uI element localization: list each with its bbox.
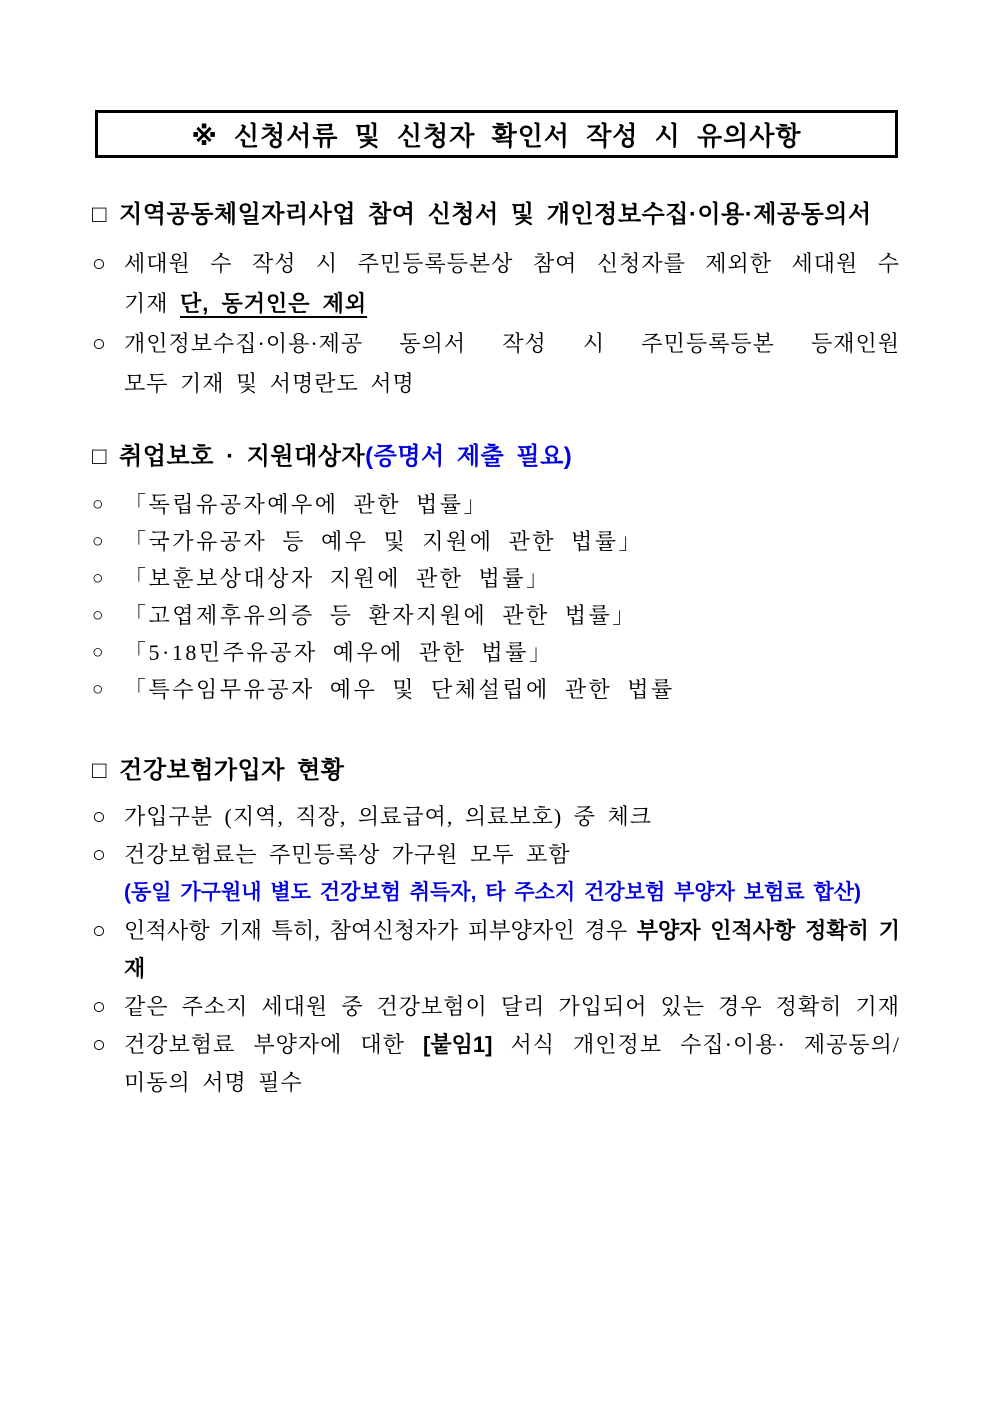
law-item-text: 「보훈보상대상자 지원에 관한 법률」 bbox=[124, 566, 551, 591]
page-title: ※ 신청서류 및 신청자 확인서 작성 시 유의사항 bbox=[191, 120, 802, 151]
item-text-line bbox=[124, 284, 900, 324]
item-text-block bbox=[124, 912, 900, 988]
item-text: 서식 개인정보 수집·이용· 제공동의/ bbox=[492, 1032, 900, 1057]
item-text-block bbox=[124, 244, 900, 324]
item-text: 기재 bbox=[124, 291, 181, 316]
circle-bullet-icon: ○ bbox=[92, 494, 104, 515]
law-item-text: 「5·18민주유공자 예우에 관한 법률」 bbox=[124, 640, 554, 665]
circle-bullet-icon: ○ bbox=[92, 251, 106, 276]
list-item bbox=[92, 671, 900, 708]
law-item-text: 「고엽제후유의증 등 환자지원에 관한 법률」 bbox=[124, 603, 637, 628]
emphasized-underlined-text: 단, 동거인은 제외 bbox=[180, 291, 368, 316]
circle-bullet-icon: ○ bbox=[92, 605, 104, 626]
section-health-insurance bbox=[92, 754, 900, 1102]
circle-bullet-icon: ○ bbox=[92, 331, 106, 356]
section-2-header bbox=[92, 440, 900, 474]
law-item-text: 「국가유공자 등 예우 및 지원에 관한 법률」 bbox=[124, 529, 644, 554]
law-item-text: 「특수임무유공자 예우 및 단체설립에 관한 법률 bbox=[124, 677, 675, 702]
item-text: 건강보험료 부양자에 대한 bbox=[124, 1032, 423, 1057]
item-text-line: 모두 기재 및 서명란도 서명 bbox=[124, 371, 415, 396]
section-2-header-text: □ 취업보호 · 지원대상자 bbox=[92, 443, 366, 470]
circle-bullet-icon: ○ bbox=[92, 679, 104, 700]
section-3-items bbox=[92, 798, 900, 1102]
item-text-line: 세대원 수 작성 시 주민등록등본상 참여 신청자를 제외한 세대원 수 bbox=[124, 251, 900, 276]
circle-bullet-icon: ○ bbox=[92, 531, 104, 552]
list-item bbox=[92, 597, 900, 634]
blue-note-text: (동일 가구원내 별도 건강보험 취득자, 타 주소지 건강보험 부양자 보험료 합산) bbox=[124, 881, 862, 904]
item-text-line: 미동의 서명 필수 bbox=[124, 1070, 303, 1095]
list-item bbox=[92, 324, 900, 404]
list-item bbox=[92, 634, 900, 671]
list-item bbox=[92, 560, 900, 597]
item-text: 인적사항 기재 특히, 참여신청자가 피부양자인 경우 bbox=[124, 918, 637, 943]
item-text-line bbox=[124, 912, 900, 988]
circle-bullet-icon: ○ bbox=[92, 842, 106, 867]
list-item bbox=[92, 486, 900, 523]
list-item bbox=[92, 836, 900, 912]
section-2-header-note: (증명서 제출 필요) bbox=[365, 443, 573, 470]
section-application-form bbox=[92, 198, 900, 404]
section-1-header: □ 지역공동체일자리사업 참여 신청서 및 개인정보수집·이용·제공동의서 bbox=[92, 201, 872, 228]
section-2-items bbox=[92, 486, 900, 708]
item-text-block bbox=[124, 836, 900, 912]
item-text-line bbox=[124, 1026, 900, 1064]
list-item bbox=[92, 523, 900, 560]
list-item bbox=[92, 1026, 900, 1102]
item-text-line: 가입구분 (지역, 직장, 의료급여, 의료보호) 중 체크 bbox=[124, 804, 652, 829]
item-text-line: 건강보험료는 주민등록상 가구원 모두 포함 bbox=[124, 842, 571, 867]
item-text-block bbox=[124, 324, 900, 404]
section-employment-protection bbox=[92, 440, 900, 708]
circle-bullet-icon: ○ bbox=[92, 568, 104, 589]
emphasized-text: [붙임1] bbox=[423, 1032, 493, 1057]
item-text-line: 같은 주소지 세대원 중 건강보험이 달리 가입되어 있는 경우 정확히 기재 bbox=[124, 994, 900, 1019]
emphasized-text: 부양자 인적사항 정확히 기재 bbox=[124, 918, 900, 981]
list-item bbox=[92, 798, 900, 836]
list-item bbox=[92, 912, 900, 988]
item-text-block bbox=[124, 1026, 900, 1102]
section-3-header: □ 건강보험가입자 현황 bbox=[92, 757, 345, 784]
section-1-items bbox=[92, 244, 900, 404]
circle-bullet-icon: ○ bbox=[92, 642, 104, 663]
circle-bullet-icon: ○ bbox=[92, 918, 106, 943]
title-box bbox=[95, 110, 898, 158]
circle-bullet-icon: ○ bbox=[92, 1032, 106, 1057]
circle-bullet-icon: ○ bbox=[92, 994, 106, 1019]
law-item-text: 「독립유공자예우에 관한 법률」 bbox=[124, 492, 489, 517]
circle-bullet-icon: ○ bbox=[92, 804, 106, 829]
list-item bbox=[92, 988, 900, 1026]
list-item bbox=[92, 244, 900, 324]
item-text-line: 개인정보수집·이용·제공 동의서 작성 시 주민등록등본 등재인원 bbox=[124, 331, 900, 356]
document-body bbox=[0, 198, 992, 1102]
